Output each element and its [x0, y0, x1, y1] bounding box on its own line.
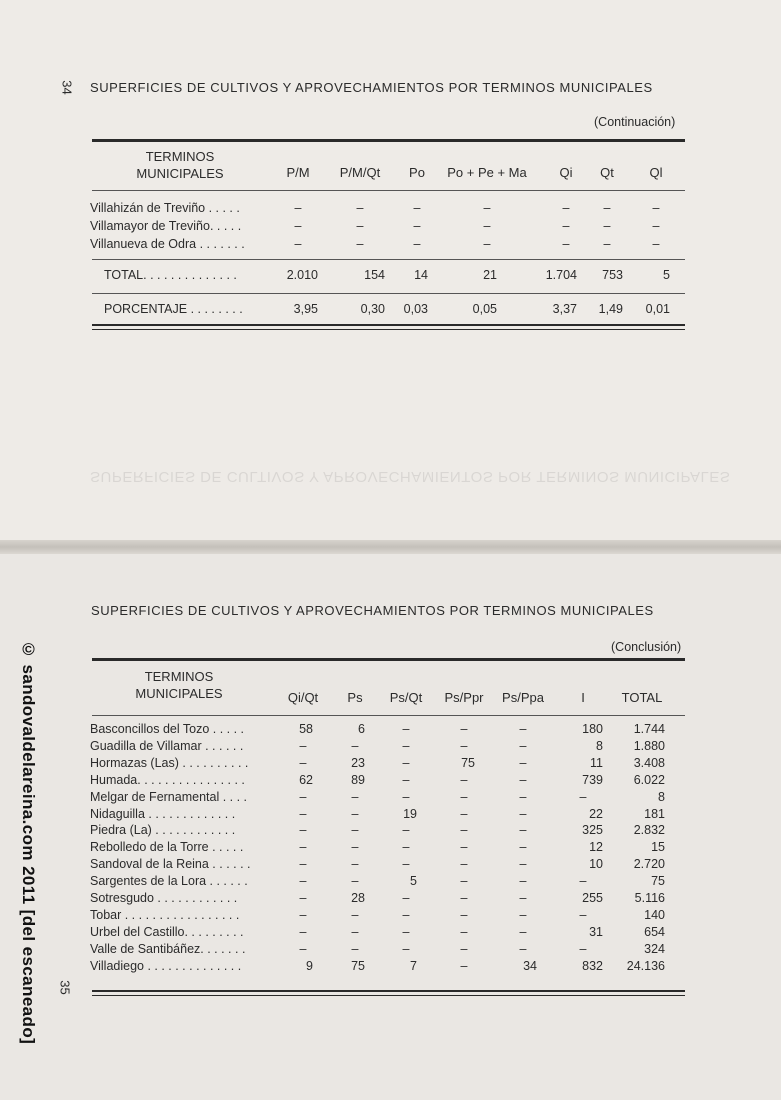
- bottom-row-cell: –: [299, 907, 307, 922]
- top-row-cell: –: [356, 237, 364, 251]
- bottom-row-cell: –: [351, 789, 359, 804]
- bottom-row-cell: –: [519, 722, 527, 736]
- bottom-row-cell: –: [299, 738, 307, 753]
- bottom-row-cell: 9: [306, 958, 313, 973]
- bottom-row-cell: 5: [410, 874, 417, 889]
- bottom-row-cell: –: [402, 823, 410, 838]
- bottom-table-rule-foot: [92, 990, 685, 996]
- top-row-cell: –: [294, 219, 302, 233]
- bottom-row-cell: 325: [582, 823, 603, 838]
- bottom-row-cell: –: [299, 755, 307, 770]
- bottom-row-cell: 8: [658, 789, 665, 804]
- bottom-row-cell: 75: [461, 755, 475, 770]
- bottom-header-terminos: [118, 668, 240, 702]
- bottom-row-cell: 22: [589, 806, 603, 821]
- bottom-row-cell: 6: [358, 722, 365, 736]
- bottom-row-cell: –: [460, 958, 468, 973]
- top-row-cell: –: [356, 201, 364, 215]
- bottom-row-cell: –: [402, 755, 410, 770]
- page-number-bottom: 35: [57, 980, 73, 995]
- top-header-terminos: [120, 148, 240, 182]
- top-col-header-6: Ql: [649, 165, 663, 180]
- bottom-row-cell: 2.832: [633, 823, 665, 838]
- bottom-row-cell: –: [351, 823, 359, 838]
- top-header-terminos-line1: TERMINOS: [145, 149, 215, 164]
- bottom-row-name: Valle de Santibáñez. . . . . . .: [90, 941, 246, 956]
- bottom-row-cell: 28: [351, 891, 365, 905]
- continuation-note: (Continuación): [594, 115, 676, 129]
- bottom-row-cell: –: [460, 874, 468, 889]
- bottom-row-cell: 58: [299, 722, 313, 736]
- bottom-row-cell: 7: [410, 958, 417, 973]
- bottom-row-cell: –: [579, 874, 587, 889]
- bottom-row-cell: –: [460, 941, 468, 956]
- top-col-header-2: Po: [409, 165, 425, 180]
- bottom-row-name: Guadilla de Villamar . . . . . .: [90, 738, 244, 753]
- bottom-row-cell: –: [402, 789, 410, 804]
- bottom-row-cell: –: [460, 924, 468, 939]
- page-number-top: 34: [59, 80, 75, 95]
- title-bottom: SUPERFICIES DE CULTIVOS Y APROVECHAMIENTOS POR TERMINOS MUNICIPALES: [91, 603, 654, 618]
- bottom-row-cell: 6.022: [633, 772, 665, 787]
- bottom-row-cell: –: [351, 738, 359, 753]
- top-row-cell: –: [652, 201, 660, 215]
- top-row-cell: –: [294, 201, 302, 215]
- bottom-row-cell: –: [402, 891, 410, 905]
- bottom-row-cell: 654: [644, 924, 665, 939]
- bottom-row-cell: 180: [582, 722, 603, 736]
- bottom-table-rule-head: [92, 658, 685, 661]
- show-through-ghost: [0, 395, 781, 485]
- bottom-row-name: Sotresgudo . . . . . . . . . . . .: [90, 891, 238, 905]
- bottom-row-cell: 19: [403, 806, 417, 821]
- top-porcentaje-label: PORCENTAJE . . . . . . . .: [104, 302, 243, 316]
- bottom-row-cell: –: [460, 722, 468, 736]
- top-porcentaje-cell: 1,49: [598, 302, 623, 316]
- bottom-row-cell: –: [519, 789, 527, 804]
- bottom-row-cell: –: [299, 874, 307, 889]
- top-table-rule-foot: [92, 324, 685, 330]
- bottom-row-cell: 739: [582, 772, 603, 787]
- bottom-row-name: Humada. . . . . . . . . . . . . . . .: [90, 772, 245, 787]
- bottom-row-cell: –: [579, 941, 587, 956]
- bottom-row-cell: 31: [589, 924, 603, 939]
- bottom-row-cell: –: [519, 738, 527, 753]
- top-total-label: TOTAL. . . . . . . . . . . . . .: [104, 268, 237, 282]
- bottom-row-cell: –: [460, 823, 468, 838]
- top-col-header-0: P/M: [286, 165, 310, 180]
- top-table-rule-head: [92, 139, 685, 142]
- bottom-row-cell: –: [402, 924, 410, 939]
- bottom-col-header-2: Ps/Qt: [389, 690, 423, 705]
- bottom-row-cell: –: [351, 907, 359, 922]
- bottom-row-cell: 89: [351, 772, 365, 787]
- bottom-row-name: Rebolledo de la Torre . . . . .: [90, 840, 244, 855]
- conclusion-note: (Conclusión): [611, 640, 682, 654]
- title-top: SUPERFICIES DE CULTIVOS Y APROVECHAMIENTOS POR TERMINOS MUNICIPALES: [90, 80, 653, 95]
- top-porcentaje-cell: 0,30: [360, 302, 385, 316]
- bottom-row-cell: –: [299, 857, 307, 872]
- bottom-header-terminos-line2: MUNICIPALES: [135, 686, 223, 701]
- bottom-col-header-6: TOTAL: [621, 690, 663, 705]
- top-header-divider: [92, 190, 685, 191]
- top-porcentaje-cell: 3,95: [293, 302, 318, 316]
- copyright-watermark: © sandovaldelareina.com 2011 [del escaneado]: [19, 640, 38, 1045]
- bottom-row-name: Sargentes de la Lora . . . . . .: [90, 874, 248, 889]
- top-row-cell: –: [562, 219, 570, 233]
- bottom-row-cell: 15: [651, 840, 665, 855]
- top-total-cell: 21: [483, 268, 497, 282]
- bottom-row-cell: –: [402, 941, 410, 956]
- bottom-row-cell: –: [402, 772, 410, 787]
- bottom-row-cell: –: [519, 840, 527, 855]
- top-row-cell: –: [652, 219, 660, 233]
- bottom-row-cell: 8: [596, 738, 603, 753]
- top-row-cell: –: [562, 237, 570, 251]
- bottom-row-cell: –: [579, 789, 587, 804]
- bottom-row-name: Nidaguilla . . . . . . . . . . . . .: [90, 806, 236, 821]
- top-row-cell: –: [603, 237, 611, 251]
- top-header-terminos-line2: MUNICIPALES: [136, 166, 224, 181]
- bottom-row-cell: 1.744: [633, 722, 665, 736]
- top-porcentaje-divider: [92, 293, 685, 294]
- bottom-row-cell: –: [402, 907, 410, 922]
- top-total-divider: [92, 259, 685, 260]
- bottom-row-cell: 62: [299, 772, 313, 787]
- bottom-row-name: Sandoval de la Reina . . . . . .: [90, 857, 251, 872]
- top-row-cell: –: [483, 219, 491, 233]
- bottom-row-cell: –: [460, 840, 468, 855]
- bottom-row-cell: 23: [351, 755, 365, 770]
- top-row-cell: –: [562, 201, 570, 215]
- bottom-row-cell: –: [299, 924, 307, 939]
- bottom-row-cell: 10: [589, 857, 603, 872]
- bottom-row-cell: –: [402, 840, 410, 855]
- bottom-row-cell: –: [351, 874, 359, 889]
- bottom-row-cell: –: [299, 941, 307, 956]
- bottom-row-cell: 255: [582, 891, 603, 905]
- bottom-row-cell: 34: [523, 958, 537, 973]
- bottom-row-cell: –: [351, 806, 359, 821]
- bottom-row-cell: 11: [590, 755, 603, 770]
- bottom-row-cell: 3.408: [633, 755, 665, 770]
- top-row-name: Villamayor de Treviño. . . . .: [90, 219, 242, 233]
- bottom-row-cell: 324: [644, 941, 665, 956]
- top-porcentaje-cell: 0,03: [403, 302, 428, 316]
- bottom-header-divider: [92, 715, 685, 716]
- bottom-row-cell: –: [460, 738, 468, 753]
- top-col-header-4: Qi: [559, 165, 573, 180]
- top-row-cell: –: [294, 237, 302, 251]
- bottom-row-cell: –: [460, 857, 468, 872]
- top-porcentaje-cell: 0,01: [645, 302, 670, 316]
- bottom-row-cell: 24.136: [626, 958, 665, 973]
- bottom-row-name: Basconcillos del Tozo . . . . .: [90, 722, 245, 736]
- bottom-row-cell: 832: [582, 958, 603, 973]
- ghost-title: SUPERFICIES DE CULTIVOS Y APROVECHAMIENTOS POR TERMINOS MUNICIPALES: [90, 468, 731, 485]
- bottom-row-name: Hormazas (Las) . . . . . . . . . .: [90, 755, 249, 770]
- bottom-row-cell: –: [299, 840, 307, 855]
- bottom-row-cell: –: [299, 823, 307, 838]
- bottom-row-cell: –: [519, 891, 527, 905]
- bottom-row-cell: –: [460, 806, 468, 821]
- bottom-col-header-5: I: [581, 690, 585, 705]
- bottom-row-cell: –: [351, 941, 359, 956]
- bottom-row-cell: –: [299, 806, 307, 821]
- bottom-row-cell: –: [460, 789, 468, 804]
- top-row-cell: –: [603, 219, 611, 233]
- bottom-row-cell: –: [519, 924, 527, 939]
- bottom-row-cell: –: [579, 907, 587, 922]
- top-total-cell: 154: [364, 268, 385, 282]
- top-col-header-1: P/M/Qt: [339, 165, 381, 180]
- top-col-header-3: Po + Pe + Ma: [447, 165, 527, 180]
- bottom-col-header-0: Qi/Qt: [287, 690, 319, 705]
- top-row-cell: –: [652, 237, 660, 251]
- bottom-row-cell: 1.880: [633, 738, 665, 753]
- bottom-col-header-1: Ps: [347, 690, 363, 705]
- bottom-row-cell: –: [402, 857, 410, 872]
- top-row-cell: –: [603, 201, 611, 215]
- top-row-name: Villanueva de Odra . . . . . . .: [90, 237, 245, 251]
- bottom-row-name: Tobar . . . . . . . . . . . . . . . . .: [90, 907, 240, 922]
- bottom-col-header-3: Ps/Ppr: [444, 690, 484, 705]
- bottom-row-cell: –: [519, 772, 527, 787]
- bottom-row-name: Melgar de Fernamental . . . .: [90, 789, 248, 804]
- bottom-row-name: Piedra (La) . . . . . . . . . . . .: [90, 823, 236, 838]
- top-row-cell: –: [413, 201, 421, 215]
- top-row-name: Villahizán de Treviño . . . . .: [90, 201, 240, 215]
- top-total-cell: 753: [602, 268, 623, 282]
- bottom-row-cell: –: [519, 823, 527, 838]
- bottom-row-cell: 75: [351, 958, 365, 973]
- top-row-cell: –: [483, 201, 491, 215]
- bottom-row-cell: –: [351, 840, 359, 855]
- top-total-cell: 2.010: [286, 268, 318, 282]
- bottom-row-cell: 12: [589, 840, 603, 855]
- bottom-row-cell: –: [460, 891, 468, 905]
- bottom-row-cell: –: [351, 857, 359, 872]
- bottom-row-cell: –: [519, 907, 527, 922]
- top-row-cell: –: [483, 237, 491, 251]
- top-total-cell: 1.704: [545, 268, 577, 282]
- bottom-row-cell: 5.116: [634, 891, 665, 905]
- bottom-row-name: Urbel del Castillo. . . . . . . . .: [90, 924, 244, 939]
- top-porcentaje-cell: 0,05: [472, 302, 497, 316]
- bottom-row-cell: –: [299, 789, 307, 804]
- bottom-row-cell: –: [460, 772, 468, 787]
- bottom-row-cell: 2.720: [633, 857, 665, 872]
- page-fold: [0, 540, 781, 554]
- bottom-row-cell: –: [351, 924, 359, 939]
- bottom-row-cell: –: [519, 806, 527, 821]
- bottom-row-cell: 181: [644, 806, 665, 821]
- bottom-row-cell: –: [299, 891, 307, 905]
- bottom-row-cell: –: [460, 907, 468, 922]
- bottom-row-cell: –: [519, 874, 527, 889]
- top-col-header-5: Qt: [600, 165, 614, 180]
- bottom-row-name: Villadiego . . . . . . . . . . . . . .: [90, 958, 242, 973]
- bottom-col-header-4: Ps/Ppa: [502, 690, 544, 705]
- bottom-row-cell: –: [402, 722, 410, 736]
- bottom-row-cell: –: [519, 941, 527, 956]
- bottom-row-cell: 140: [644, 907, 665, 922]
- top-row-cell: –: [413, 237, 421, 251]
- bottom-row-cell: –: [402, 738, 410, 753]
- bottom-row-cell: 75: [651, 874, 665, 889]
- bottom-row-cell: –: [519, 755, 527, 770]
- top-total-cell: 5: [663, 268, 670, 282]
- top-total-cell: 14: [414, 268, 428, 282]
- bottom-row-cell: –: [519, 857, 527, 872]
- top-row-cell: –: [413, 219, 421, 233]
- bottom-header-terminos-line1: TERMINOS: [144, 669, 214, 684]
- top-porcentaje-cell: 3,37: [552, 302, 577, 316]
- top-row-cell: –: [356, 219, 364, 233]
